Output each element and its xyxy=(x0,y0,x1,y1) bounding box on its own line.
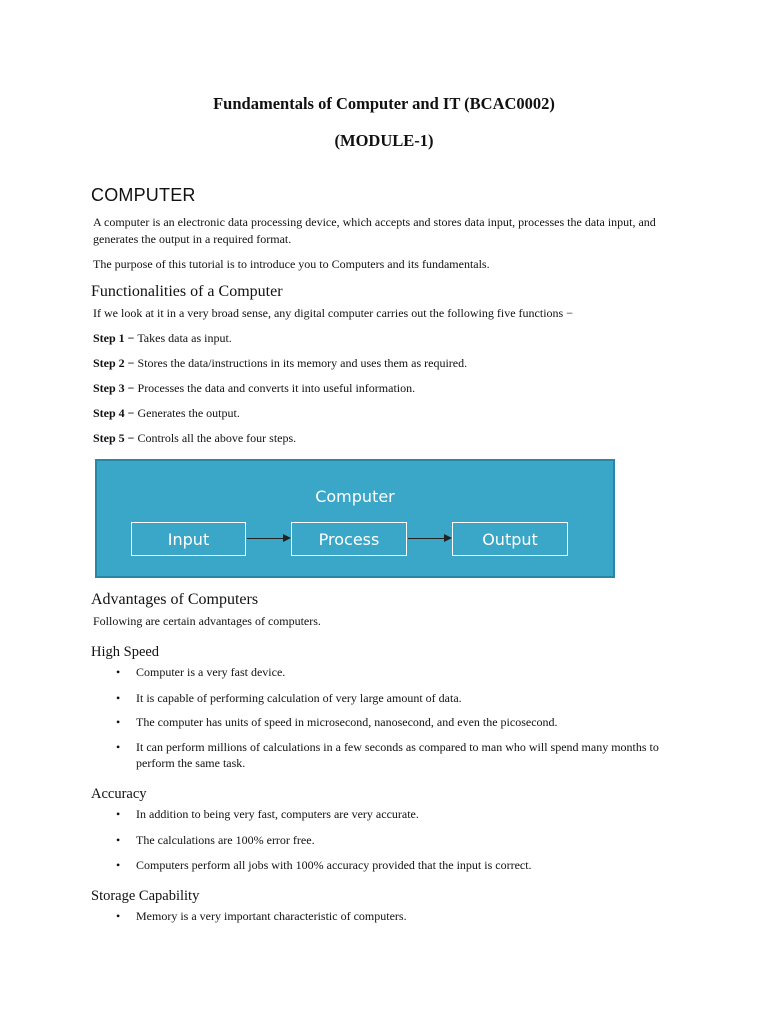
bullet-icon: • xyxy=(116,715,121,729)
computer-definition: A computer is an electronic data processing device, which accepts and stores data input, processes the data input, and generates the output in a required format. xyxy=(93,215,656,246)
step-label: Step 4 − xyxy=(93,406,135,420)
step-label: Step 2 − xyxy=(93,356,135,370)
step-text: Generates the output. xyxy=(137,406,240,420)
step-item xyxy=(93,331,232,346)
step-label: Step 1 − xyxy=(93,331,135,345)
process-box: Process xyxy=(291,522,407,556)
bullet-icon: • xyxy=(116,858,121,872)
step-text: Processes the data and converts it into useful information. xyxy=(137,381,416,395)
step-item xyxy=(93,356,467,371)
step-text: Controls all the above four steps. xyxy=(137,431,297,445)
list-item-text: Computer is a very fast device. xyxy=(136,665,286,679)
step-item xyxy=(93,381,415,396)
step-item xyxy=(93,431,296,446)
heading-advantages: Advantages of Computers xyxy=(91,591,259,608)
heading-accuracy: Accuracy xyxy=(91,786,147,802)
bullet-icon: • xyxy=(116,833,121,847)
list-item-text: The calculations are 100% error free. xyxy=(136,833,315,847)
heading-computer: COMPUTER xyxy=(91,185,196,205)
step-text: Stores the data/instructions in its memory and uses them as required. xyxy=(137,356,468,370)
diagram-title: Computer xyxy=(315,487,395,506)
bullet-icon: • xyxy=(116,665,121,679)
list-item-text: The computer has units of speed in microsecond, nanosecond, and even the picosecond. xyxy=(136,715,558,729)
heading-functionalities: Functionalities of a Computer xyxy=(91,283,283,300)
step-label: Step 3 − xyxy=(93,381,135,395)
bullet-icon: • xyxy=(116,807,121,821)
module-label: (MODULE-1) xyxy=(334,131,434,150)
input-box: Input xyxy=(131,522,246,556)
bullet-icon: • xyxy=(116,740,121,754)
list-item-text: It can perform millions of calculations in a few seconds as compared to man who will spend many months to perform the same task. xyxy=(136,740,659,770)
heading-high-speed: High Speed xyxy=(91,644,160,660)
bullet-icon: • xyxy=(116,691,121,705)
arrow-right-icon xyxy=(408,538,450,539)
arrow-right-icon xyxy=(247,538,289,539)
heading-storage-capability: Storage Capability xyxy=(91,888,200,904)
advantages-intro: Following are certain advantages of computers. xyxy=(93,614,321,628)
step-text: Takes data as input. xyxy=(137,331,232,345)
list-item-text: Computers perform all jobs with 100% accuracy provided that the input is correct. xyxy=(136,858,532,872)
tutorial-purpose: The purpose of this tutorial is to introduce you to Computers and its fundamentals. xyxy=(93,257,490,271)
bullet-icon: • xyxy=(116,909,121,923)
computer-function-diagram xyxy=(95,459,615,578)
list-item-text: In addition to being very fast, computers are very accurate. xyxy=(136,807,419,821)
functionalities-intro: If we look at it in a very broad sense, any digital computer carries out the following five functions − xyxy=(93,306,573,320)
list-item-text: Memory is a very important characteristic of computers. xyxy=(136,909,407,923)
list-item-text: It is capable of performing calculation of very large amount of data. xyxy=(136,691,462,705)
step-label: Step 5 − xyxy=(93,431,135,445)
output-box: Output xyxy=(452,522,568,556)
step-item xyxy=(93,406,240,421)
document-title: Fundamentals of Computer and IT (BCAC0002) xyxy=(213,94,555,113)
